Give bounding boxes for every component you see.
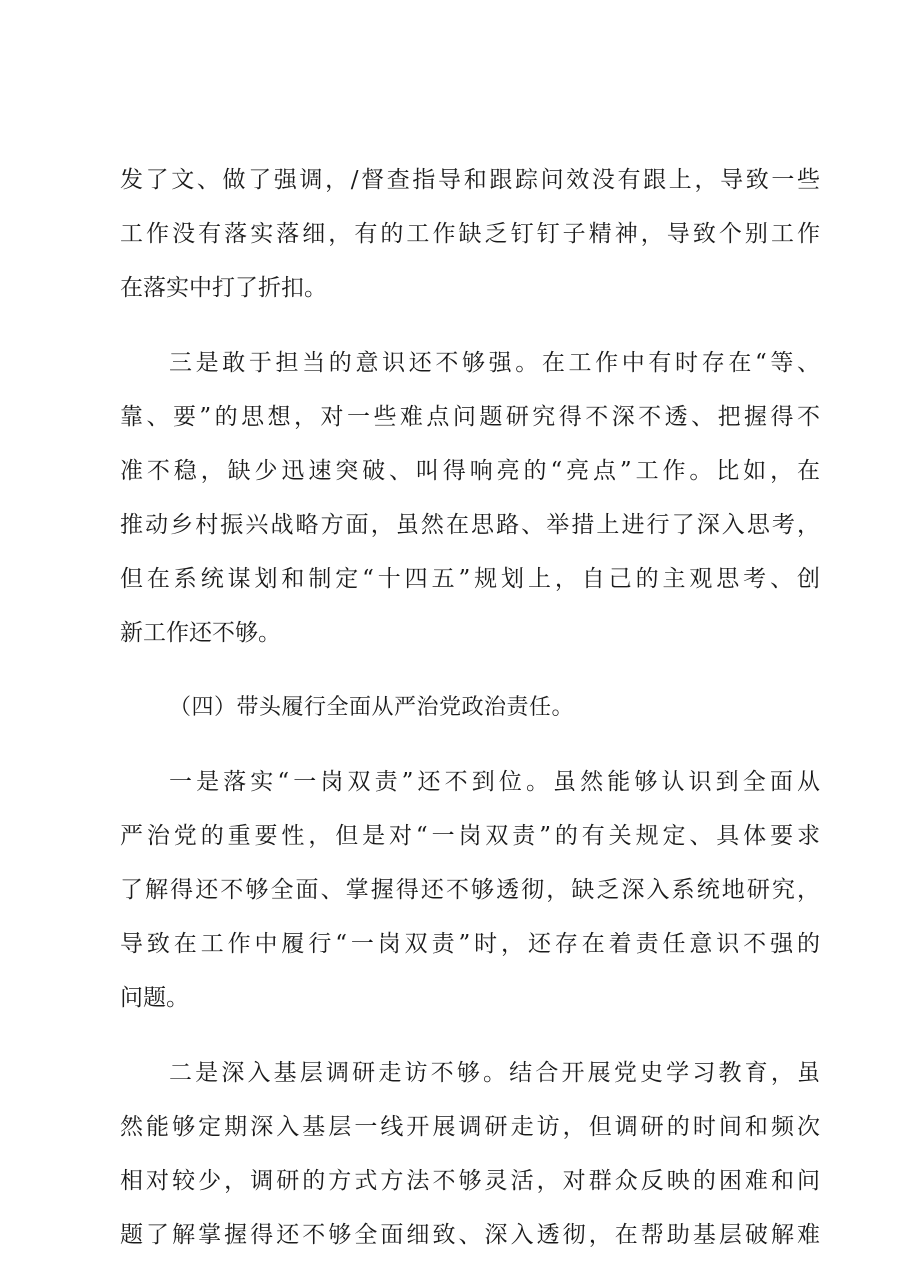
paragraph-line: 准不稳，缺少迅速突破、叫得响亮的“亮点”工作。比如，在 <box>120 458 820 484</box>
paragraph-line: 严治党的重要性，但是对“一岗双责”的有关规定、具体要求 <box>120 823 820 849</box>
paragraph-line: 三是敢于担当的意识还不够强。在工作中有时存在“等、 <box>169 350 820 376</box>
paragraph-line: 在落实中打了折扣。 <box>120 275 327 301</box>
paragraph-line: 靠、要”的思想，对一些难点问题研究得不深不透、把握得不 <box>120 404 820 430</box>
paragraph-line: 一是落实“一岗双责”还不到位。虽然能够认识到全面从 <box>169 769 820 795</box>
paragraph-line: 但在系统谋划和制定“十四五”规划上，自己的主观思考、创 <box>120 566 820 592</box>
paragraph-line: 推动乡村振兴战略方面，虽然在思路、举措上进行了深入思考， <box>120 512 820 538</box>
paragraph-line: 发了文、做了强调，/督查指导和跟踪问效没有跟上，导致一些 <box>120 167 820 193</box>
paragraph-line: 工作没有落实落细，有的工作缺乏钉钉子精神，导致个别工作 <box>120 221 820 247</box>
paragraph-line: 题了解掌握得还不够全面细致、深入透彻，在帮助基层破解难 <box>120 1222 820 1248</box>
paragraph-line: 了解得还不够全面、掌握得还不够透彻，缺乏深入系统地研究， <box>120 877 820 903</box>
paragraph-line: 相对较少，调研的方式方法不够灵活，对群众反映的困难和问 <box>120 1168 820 1194</box>
paragraph-line: 二是深入基层调研走访不够。结合开展党史学习教育，虽 <box>169 1060 820 1086</box>
paragraph-line: 导致在工作中履行“一岗双责”时，还存在着责任意识不强的 <box>120 931 820 957</box>
paragraph-line: 问题。 <box>120 985 189 1011</box>
paragraph-line: 然能够定期深入基层一线开展调研走访，但调研的时间和频次 <box>120 1114 820 1140</box>
paragraph-line: 新工作还不够。 <box>120 620 281 646</box>
section-heading: （四）带头履行全面从严治党政治责任。 <box>169 695 575 720</box>
